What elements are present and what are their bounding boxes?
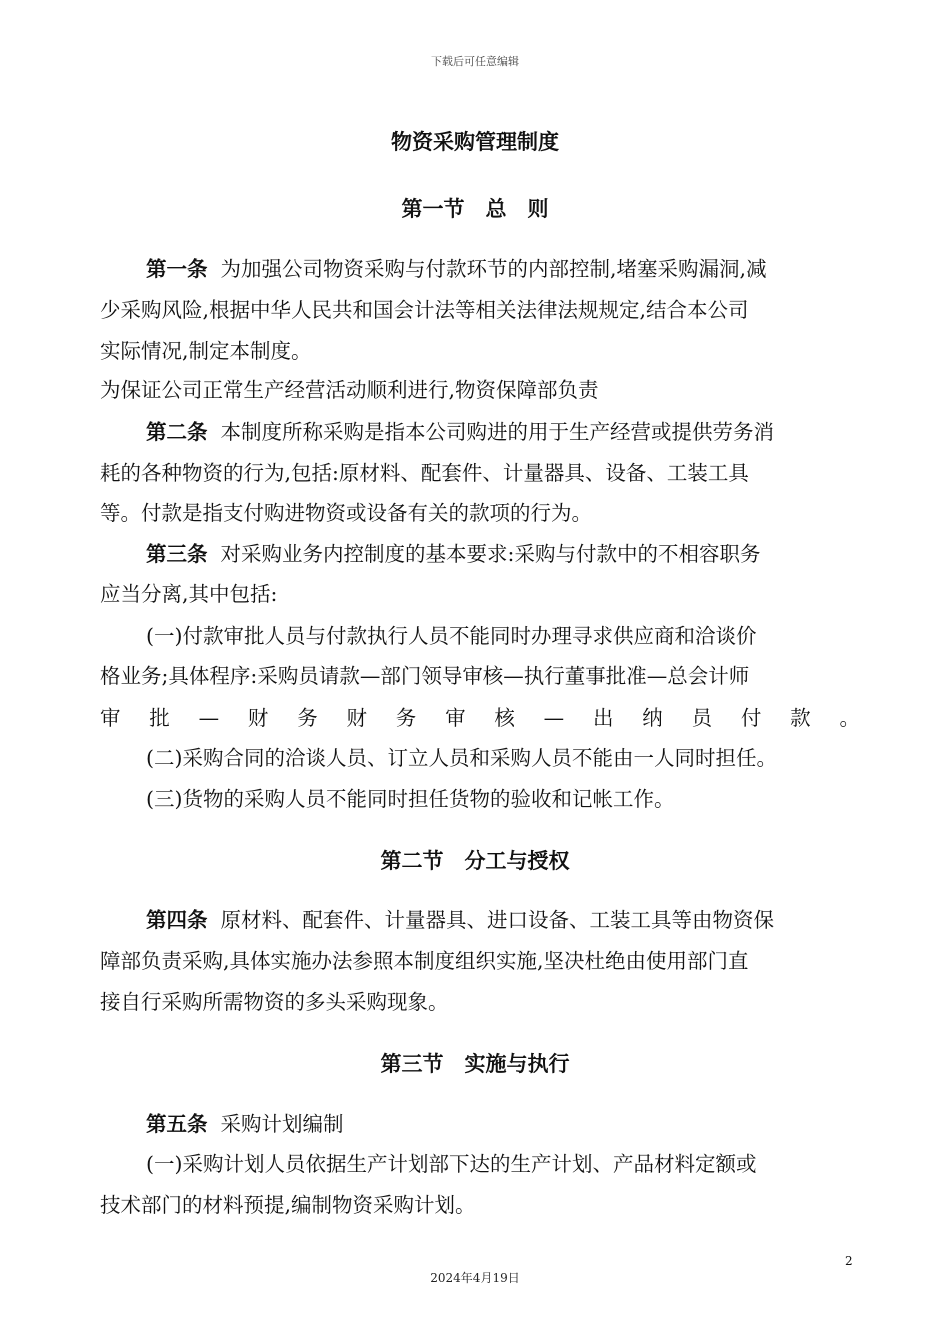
article-3-item-3: (三)货物的采购人员不能同时担任货物的验收和记帐工作。 <box>146 787 675 811</box>
article-3-line-2: 应当分离,其中包括: <box>100 582 278 606</box>
spread-char: 纳 <box>642 706 663 730</box>
spread-char: 付 <box>740 706 762 730</box>
spread-char: — <box>198 706 220 730</box>
article-4-line-3: 接自行采购所需物资的多头采购现象。 <box>100 990 449 1014</box>
page-header: 下载后可任意编辑 <box>431 55 519 68</box>
article-4-line-2: 障部负责采购,具体实施办法参照本制度组织实施,坚决杜绝由使用部门直 <box>100 949 749 973</box>
article-3-item-2: (二)采购合同的洽谈人员、订立人员和采购人员不能由一人同时担任。 <box>146 746 777 770</box>
spread-char: 出 <box>592 706 614 730</box>
article-4-label: 第四条 <box>146 908 208 932</box>
document-title: 物资采购管理制度 <box>391 129 559 154</box>
section-heading-3: 第三节 实施与执行 <box>380 1051 570 1076</box>
article-3-line-1 <box>146 540 860 568</box>
spread-char: 务 <box>395 706 417 730</box>
article-1-line-3: 实际情况,制定本制度。 <box>100 339 312 363</box>
article-3-item-1: (一)付款审批人员与付款执行人员不能同时办理寻求供应商和洽谈价 <box>146 624 757 648</box>
spread-char: 批 <box>149 706 170 730</box>
spread-char: 审 <box>445 706 466 730</box>
spread-char: 核 <box>494 706 515 730</box>
article-5-text: 采购计划编制 <box>220 1112 344 1136</box>
article-5-item-1-cont: 技术部门的材料预提,编制物资采购计划。 <box>100 1193 476 1217</box>
article-5-label: 第五条 <box>146 1112 208 1136</box>
article-5-item-1: (一)采购计划人员依据生产计划部下达的生产计划、产品材料定额或 <box>146 1152 757 1176</box>
spread-char: 务 <box>297 706 318 730</box>
footer-date: 2024年4月19日 <box>430 1271 520 1285</box>
spread-char: 财 <box>247 706 269 730</box>
article-1-line-2: 少采购风险,根据中华人民共和国会计法等相关法律法规规定,结合本公司 <box>100 298 749 322</box>
article-2-text: 本制度所称采购是指本公司购进的用于生产经营或提供劳务消 <box>220 420 775 444</box>
article-1-line-4: 为保证公司正常生产经营活动顺利进行,物资保障部负责 <box>100 378 599 402</box>
page-number: 2 <box>845 1254 853 1268</box>
article-3-item-1-cont: 格业务;具体程序:采购员请款—部门领导审核—执行董事批准—总会计师 <box>100 664 750 688</box>
section-heading-1: 第一节 总 则 <box>401 196 549 221</box>
article-2-line-1 <box>146 418 860 446</box>
article-2-line-3: 等。付款是指支付购进物资或设备有关的款项的行为。 <box>100 501 592 525</box>
article-4-text: 原材料、配套件、计量器具、进口设备、工装工具等由物资保 <box>220 908 775 932</box>
article-1-line-1 <box>146 255 860 283</box>
article-1-label: 第一条 <box>146 257 208 281</box>
spread-char: 员 <box>691 706 713 730</box>
article-4-line-1 <box>146 906 860 934</box>
spread-char: — <box>543 706 565 730</box>
article-3-label: 第三条 <box>146 542 208 566</box>
section-heading-2: 第二节 分工与授权 <box>380 848 570 873</box>
article-5-line-1 <box>146 1110 860 1138</box>
article-2-label: 第二条 <box>146 420 208 444</box>
spread-char: 财 <box>346 706 367 730</box>
article-1-text: 为加强公司物资采购与付款环节的内部控制,堵塞采购漏洞,减 <box>220 257 767 281</box>
spread-char: 。 <box>839 706 860 730</box>
spread-char: 审 <box>100 706 121 730</box>
article-2-line-2: 耗的各种物资的行为,包括:原材料、配套件、计量器具、设备、工装工具 <box>100 461 749 485</box>
spread-char: 款 <box>790 706 811 730</box>
article-3-text: 对采购业务内控制度的基本要求:采购与付款中的不相容职务 <box>220 542 761 566</box>
article-3-item-1-spread-line <box>100 704 860 732</box>
